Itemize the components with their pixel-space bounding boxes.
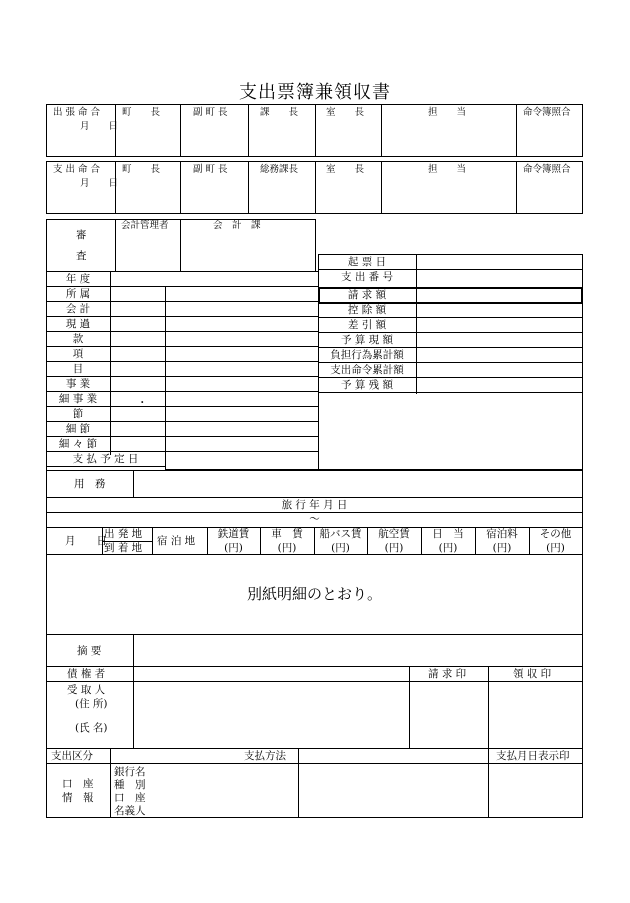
right-label: 支出命令累計額: [330, 364, 404, 376]
shiharai-hyouji-in-label: 支払月日表示印: [496, 750, 570, 762]
dot-mark: ・: [137, 397, 148, 409]
row-line: [46, 316, 318, 317]
row-line: [46, 331, 318, 332]
row-line: [318, 377, 583, 378]
expense-col-name: 鉄道賃: [217, 528, 250, 540]
row-line: [318, 332, 583, 333]
right-label: 支 出 番 号: [340, 271, 393, 283]
fuku-chouchou-label: 副 町 長: [193, 164, 228, 175]
departure-label: 出 発 地: [104, 528, 143, 540]
account-type-label: 種 別: [114, 779, 146, 791]
expense-col-unit: (円): [438, 542, 458, 554]
soumu-kachou-label: 総務課長: [260, 164, 299, 175]
right-label: 控 除 額: [347, 304, 387, 316]
right-label: 負担行為累計額: [330, 349, 404, 361]
left-label: 細 節: [65, 423, 91, 435]
left-label: 目: [72, 363, 84, 375]
shitsuchou-label: 室 長: [326, 107, 365, 118]
left-label: 会 計: [65, 303, 91, 315]
expense-col-name: 日 当: [432, 528, 464, 540]
shutchou-meirei-label: 出 張 命 合: [53, 107, 101, 118]
shishutsu-kubun-label: 支出区分: [51, 750, 93, 762]
chouchou-label: 町 長: [122, 164, 161, 175]
row-line: [318, 269, 583, 270]
right-label: 予 算 現 額: [340, 334, 393, 346]
expense-col-name: 航空賃: [378, 528, 410, 540]
row-line: [46, 436, 318, 437]
chouchou-label: 町 長: [122, 107, 161, 118]
expense-col-unit: (円): [546, 542, 565, 554]
expense-col-unit: (円): [331, 542, 350, 554]
shishutsu-meirei-label: 支 出 命 合: [53, 164, 101, 175]
expense-col-name: 宿泊料: [486, 528, 518, 540]
row-line: [46, 376, 318, 377]
name-label: (氏 名): [75, 722, 108, 734]
tantou-label: 担 当: [428, 164, 467, 175]
row-line: [46, 406, 318, 407]
tekiyou-label: 摘 要: [77, 645, 102, 657]
right-label: 請 求 額: [347, 289, 387, 301]
shiharai-houhou-label: 支払方法: [244, 750, 286, 762]
address-label: (住 所): [75, 698, 108, 710]
youmu-label: 用 務: [74, 478, 106, 490]
row-line: [318, 362, 583, 363]
travel-date-header: 旅 行 年 月 日: [281, 499, 348, 511]
row-line: [318, 317, 583, 318]
account-label-2: 情 報: [62, 792, 94, 804]
left-label: 事 業: [65, 378, 91, 390]
right-label: 起 票 日: [347, 256, 387, 268]
month-day-label: 月 日: [80, 121, 119, 132]
row-line: [46, 466, 165, 467]
right-label: 予 算 残 額: [340, 379, 393, 391]
tilde-mark: 〜: [309, 513, 320, 525]
travel-date-label: 月 日: [65, 535, 107, 547]
expense-col-unit: (円): [384, 542, 404, 554]
expense-col-name: その他: [539, 528, 572, 540]
kachou-label: 課 長: [260, 107, 299, 118]
meireibo-shougou-label: 命令簿照合: [523, 107, 571, 118]
ryoushu-in-label: 領 収 印: [513, 668, 552, 680]
right-label: 差 引 額: [347, 319, 387, 331]
seikyu-in-label: 請 求 印: [428, 668, 467, 680]
bank-name-label: 銀行名: [114, 766, 146, 778]
left-label: 細 々 節: [58, 438, 98, 450]
account-label-1: 口 座: [62, 778, 94, 790]
row-line: [46, 301, 318, 302]
expense-col-unit: (円): [277, 542, 297, 554]
lodging-place-label: 宿 泊 地: [157, 535, 196, 547]
row-line: [46, 286, 318, 287]
expense-col-name: 車 賃: [271, 528, 303, 540]
row-line: [318, 392, 583, 393]
expense-col-unit: (円): [224, 542, 243, 554]
row-line: [46, 346, 318, 347]
left-label: 支 払 予 定 日: [72, 453, 139, 465]
expense-col-unit: (円): [492, 542, 512, 554]
left-label: 現 過: [65, 318, 91, 330]
arrival-label: 到 着 地: [104, 542, 143, 554]
month-day-label: 月 日: [80, 178, 119, 189]
shitsuchou-label: 室 長: [326, 164, 365, 175]
row-line: [46, 361, 318, 362]
shinsa-label-2: 査: [76, 250, 87, 262]
row-line: [318, 347, 583, 348]
account-holder-label: 名義人: [114, 805, 146, 817]
saikensha-label: 債 権 者: [67, 668, 106, 680]
see-attachment-note: 別紙明細のとおり。: [246, 585, 382, 603]
kaikeika-label: 会 計 課: [213, 220, 261, 231]
left-label: 年 度: [65, 273, 91, 285]
shinsa-label-1: 審: [76, 229, 87, 241]
tantou-label: 担 当: [428, 107, 467, 118]
left-label: 節: [72, 408, 84, 420]
row-line: [46, 421, 318, 422]
left-label: 項: [72, 348, 84, 360]
left-label: 所 属: [65, 288, 91, 300]
left-label: 款: [72, 333, 84, 345]
account-number-label: 口 座: [114, 792, 146, 804]
row-line: [46, 451, 318, 452]
kaikei-kanrisha-label: 会計管理者: [121, 220, 169, 231]
left-label: 細 事 業: [58, 393, 98, 405]
page-title: 支出票簿兼領収書: [239, 82, 391, 103]
uketorinin-label: 受 取 人: [67, 684, 106, 696]
meireibo-shougou-label: 命令簿照合: [523, 164, 571, 175]
fuku-chouchou-label: 副 町 長: [193, 107, 228, 118]
expense-col-name: 船バス賃: [319, 528, 362, 540]
row-line: [46, 391, 318, 392]
